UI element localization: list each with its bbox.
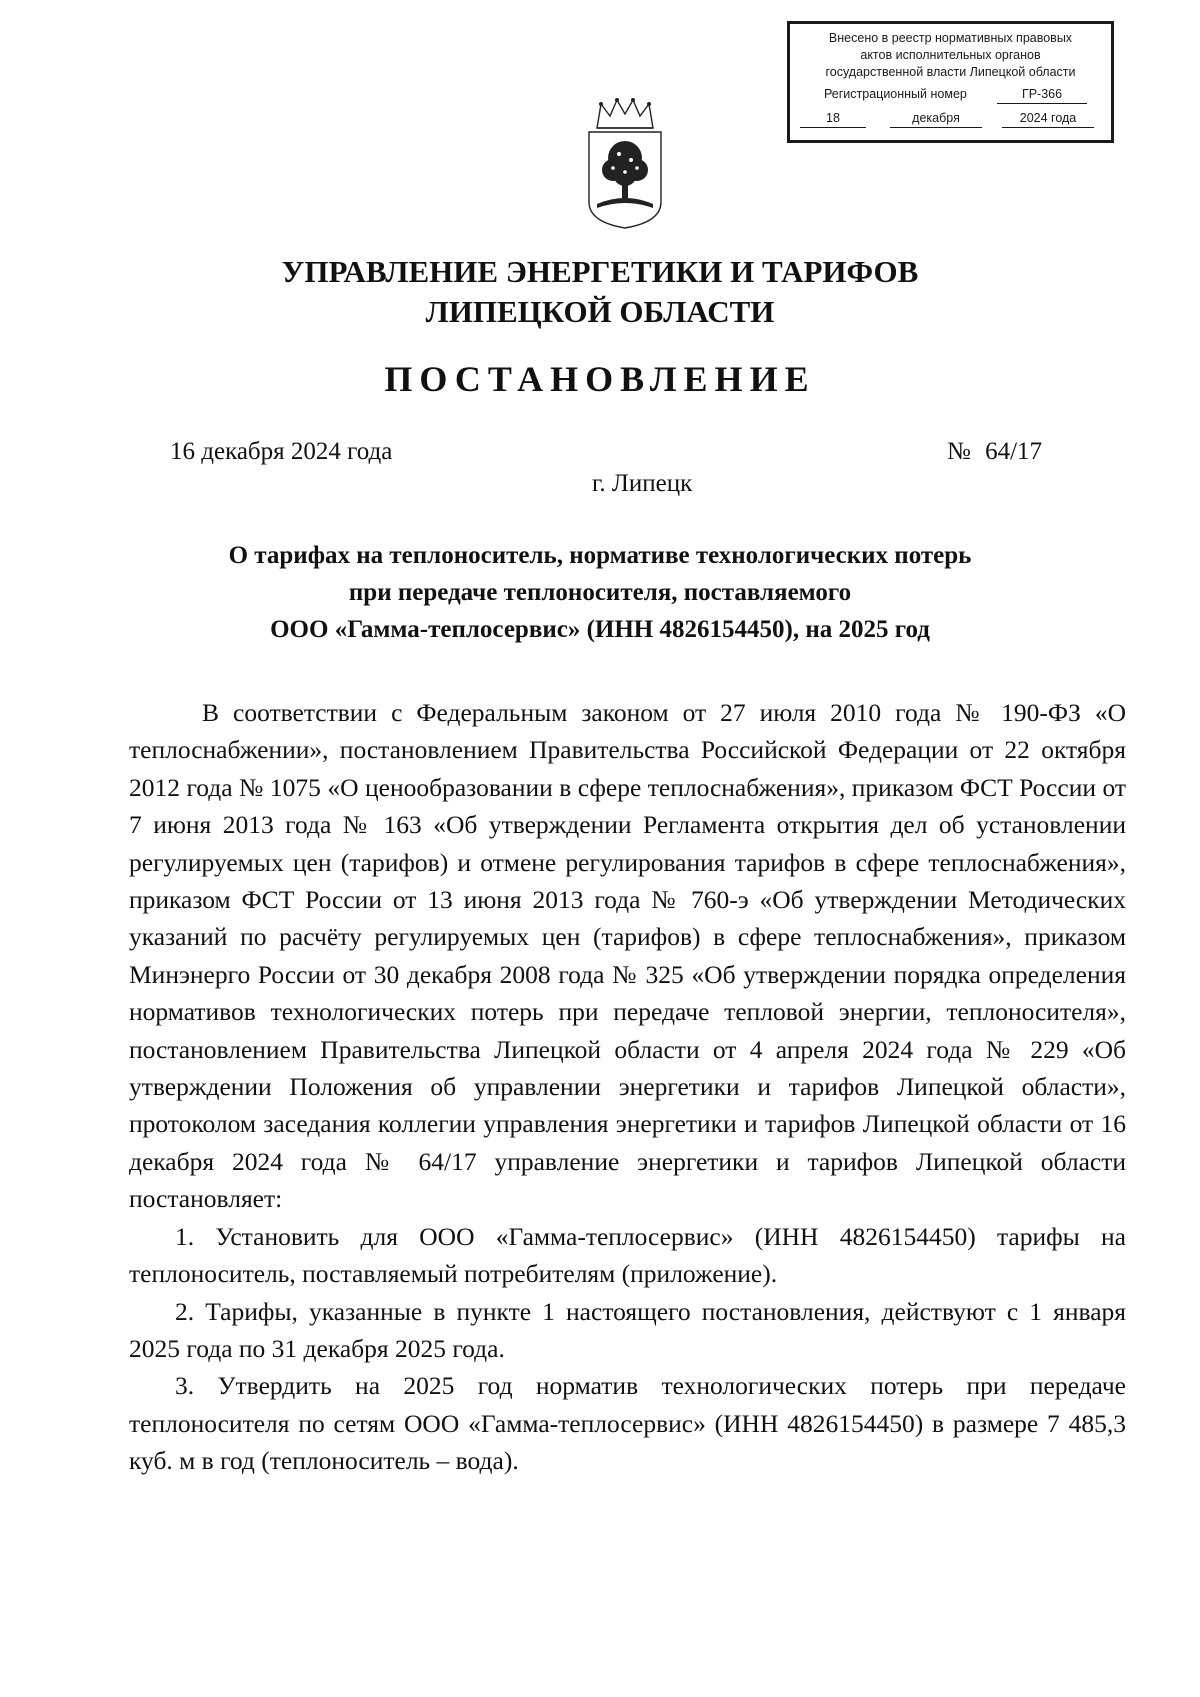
coat-of-arms-icon	[583, 98, 667, 230]
title-line-2: при передаче теплоносителя, поставляемого	[348, 579, 852, 606]
organization-line-1: УПРАВЛЕНИЕ ЭНЕРГЕТИКИ И ТАРИФОВ	[281, 254, 919, 289]
clause-1: 1. Установить для ООО «Гамма-теплосервис» (ИНН 4826154450) тарифы на теплоноситель, поставляемый потребителям (приложение).	[129, 1221, 1126, 1289]
clause-2: 2. Тарифы, указанные в пункте 1 настоящего постановления, действуют с 1 января 2025 года по 31 декабря 2025 года.	[129, 1296, 1126, 1363]
document-type: ПОСТАНОВЛЕНИЕ	[384, 359, 816, 399]
stamp-day: 18	[800, 110, 866, 128]
stamp-reg-number: ГР-366	[997, 86, 1087, 104]
document-date: 16 декабря 2024 года	[170, 438, 393, 465]
stamp-year: 2024 года	[1002, 110, 1094, 128]
preamble-paragraph: В соответствии с Федеральным законом от 27 июля 2010 года № 190-ФЗ «О теплоснабжении», постановлением Правительства Российской Федерации от 22 октября 2012 года № 1075 «О ценообразовании в сфере теплоснабжения», приказом ФСТ России от 7 июня 2013 года № 163 «Об утверждении Регламента открытия дел об установлении регулируемых цен (тарифов) и отмене регулирования тарифов в сфере теплоснабжения», приказом ФСТ России от 13 июня 2013 года № 760-э «Об утверждении Методических указаний по расчёту регулируемых цен (тарифов) в сфере теплоснабжения», приказом Минэнерго России от 30 декабря 2008 года № 325 «Об утверждении порядка определения нормативов технологических потерь при передаче тепловой энергии, теплоносителя», постановлением Правительства Липецкой области от 4 апреля 2024 года № 229 «Об утверждении Положения об управлении энергетики и тарифов Липецкой области», протоколом заседания коллегии управления энергетики и тарифов Липецкой области от 16 декабря 2024 года № 64/17 управление энергетики и тарифов Липецкой области постановляет:	[129, 698, 1126, 1214]
title-line-3: ООО «Гамма-теплосервис» (ИНН 4826154450), на 2025 год	[270, 616, 930, 643]
organization-line-2: ЛИПЕЦКОЙ ОБЛАСТИ	[425, 294, 775, 329]
title-line-1: О тарифах на теплоноситель, нормативе технологических потерь	[228, 542, 972, 569]
stamp-month: декабря	[890, 110, 982, 128]
document-title	[0, 537, 1200, 648]
document-body	[129, 694, 1126, 1480]
stamp-text	[800, 30, 1101, 81]
stamp-reg-label: Регистрационный номер	[824, 87, 967, 101]
stamp-line-3: государственной власти Липецкой области	[825, 65, 1076, 79]
stamp-line-2: актов исполнительных органов	[860, 48, 1041, 62]
organization-name	[0, 252, 1200, 332]
document-number: № 64/17	[947, 438, 1043, 465]
stamp-line-1: Внесено в реестр нормативных правовых	[828, 31, 1073, 45]
registry-stamp	[787, 21, 1114, 143]
document-city: г. Липецк	[592, 470, 693, 497]
clause-3: 3. Утвердить на 2025 год норматив технологических потерь при передаче теплоносителя по сетям ООО «Гамма-теплосервис» (ИНН 4826154450) в размере 7 485,3 куб. м в год (теплоноситель – вода).	[129, 1371, 1126, 1476]
